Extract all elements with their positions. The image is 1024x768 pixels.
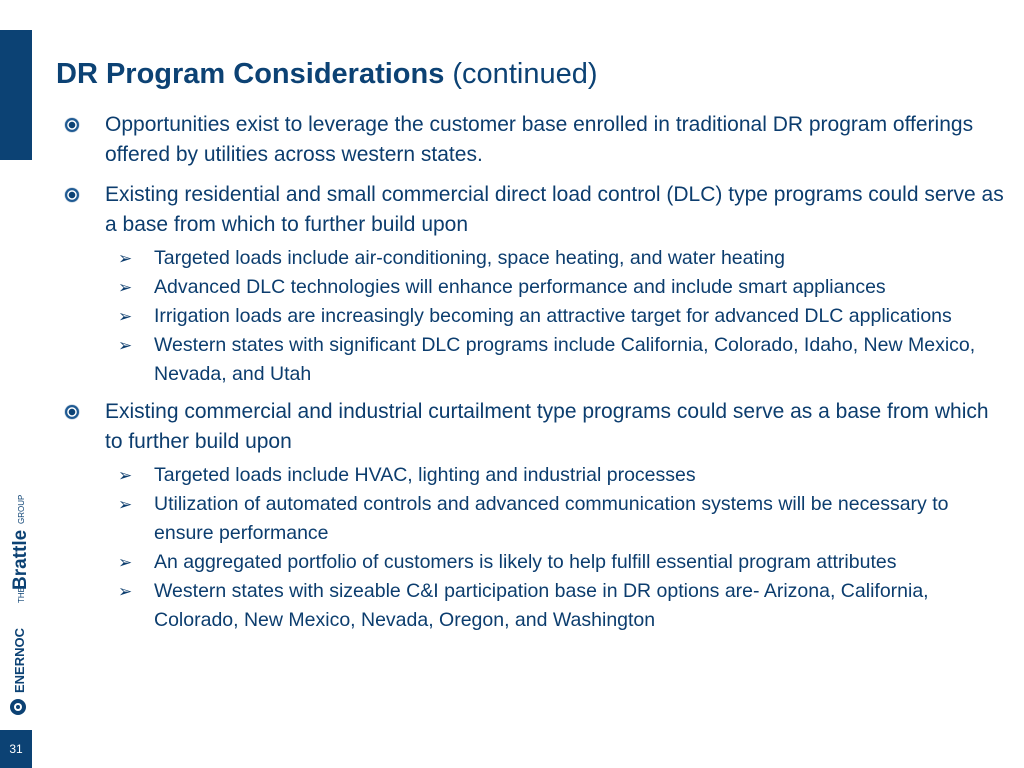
sub-bullet-item	[62, 548, 1007, 577]
circle-bullet-icon	[65, 118, 79, 132]
bullet-text: Opportunities exist to leverage the customer base enrolled in traditional DR program offerings offered by utilities across western states.	[105, 113, 974, 166]
bullet-item	[62, 110, 1007, 170]
brattle-suffix: GROUP	[17, 494, 26, 524]
title-accent-bar	[0, 30, 32, 160]
arrow-bullet-icon: ➢	[118, 307, 133, 326]
arrow-bullet-icon: ➢	[118, 249, 133, 268]
brattle-group-logo	[10, 495, 31, 603]
slide-title-main: DR Program Considerations	[56, 58, 445, 90]
page-number: 31	[0, 730, 32, 768]
sub-bullet-text: Targeted loads include HVAC, lighting and industrial processes	[154, 464, 696, 486]
sub-bullet-text: Western states with significant DLC programs include California, Colorado, Idaho, New Mexico, Nevada, and Utah	[154, 334, 976, 385]
bullet-text: Existing commercial and industrial curtailment type programs could serve as a base from which to further build upon	[105, 400, 989, 453]
sub-bullet-item	[62, 331, 1007, 389]
sub-bullet-text: Irrigation loads are increasingly becoming an attractive target for advanced DLC applications	[154, 305, 952, 327]
slide-content	[62, 110, 1007, 643]
arrow-bullet-icon: ➢	[118, 495, 133, 514]
sub-bullet-list	[62, 461, 1007, 635]
circle-bullet-icon	[65, 405, 79, 419]
slide-title	[56, 56, 598, 92]
sponsor-logos	[4, 468, 34, 718]
sub-bullet-text: Western states with sizeable C&I participation base in DR options are- Arizona, California, Colorado, New Mexico, Nevada, Oregon, and Washington	[154, 580, 929, 631]
sub-bullet-text: Utilization of automated controls and advanced communication systems will be necessary to ensure performance	[154, 493, 949, 544]
sub-bullet-item	[62, 461, 1007, 490]
bullet-text: Existing residential and small commercial direct load control (DLC) type programs could serve as a base from which to further build upon	[105, 183, 1004, 236]
sub-bullet-list	[62, 244, 1007, 389]
bullet-item	[62, 180, 1007, 240]
slide-title-suffix: (continued)	[444, 58, 598, 90]
brattle-name: Brattle	[10, 529, 31, 590]
arrow-bullet-icon: ➢	[118, 466, 133, 485]
bullet-item	[62, 397, 1007, 457]
sub-bullet-text: Targeted loads include air-conditioning, space heating, and water heating	[154, 247, 785, 269]
sub-bullet-item	[62, 244, 1007, 273]
sub-bullet-text: Advanced DLC technologies will enhance performance and include smart appliances	[154, 276, 886, 298]
circle-bullet-icon	[65, 188, 79, 202]
arrow-bullet-icon: ➢	[118, 336, 133, 355]
enernoc-wordmark: ENERNOC	[12, 627, 27, 693]
arrow-bullet-icon: ➢	[118, 582, 133, 601]
brattle-prefix: THE	[17, 587, 26, 603]
enernoc-logo	[10, 627, 27, 715]
arrow-bullet-icon: ➢	[118, 553, 133, 572]
sub-bullet-item	[62, 490, 1007, 548]
arrow-bullet-icon: ➢	[118, 278, 133, 297]
sub-bullet-item	[62, 577, 1007, 635]
sub-bullet-item	[62, 302, 1007, 331]
sub-bullet-item	[62, 273, 1007, 302]
sub-bullet-text: An aggregated portfolio of customers is likely to help fulfill essential program attributes	[154, 551, 897, 573]
